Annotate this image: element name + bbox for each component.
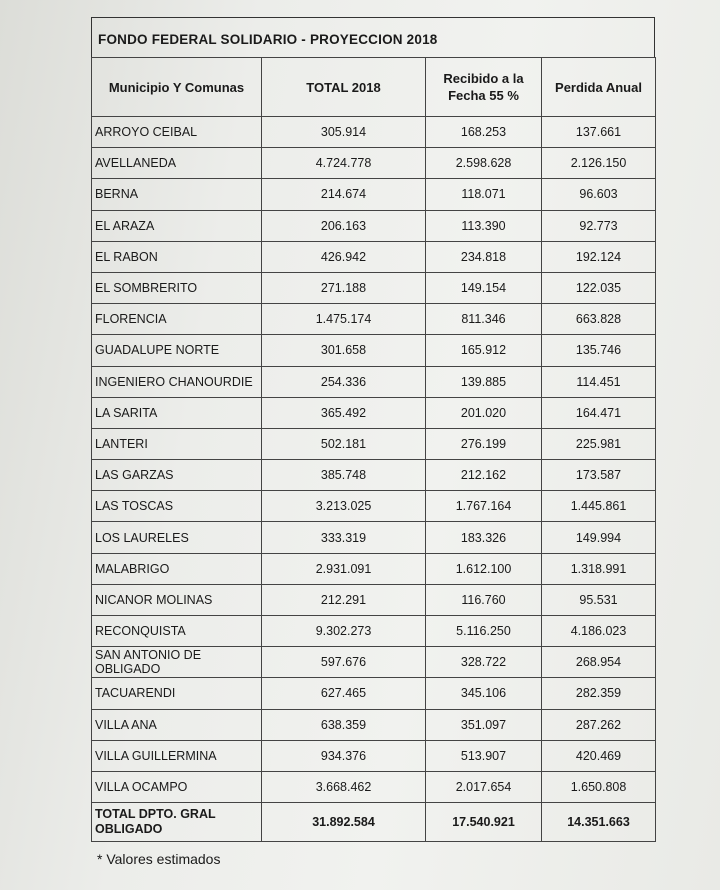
table-row xyxy=(92,272,656,303)
table-row xyxy=(92,117,656,148)
perdida-cell: 420.469 xyxy=(542,740,656,771)
total-cell: 365.492 xyxy=(262,397,426,428)
total-cell: 4.724.778 xyxy=(262,148,426,179)
municipio-cell: FLORENCIA xyxy=(92,304,262,335)
perdida-cell: 95.531 xyxy=(542,584,656,615)
table-row xyxy=(92,616,656,647)
table-row xyxy=(92,584,656,615)
total-cell: 426.942 xyxy=(262,241,426,272)
total-recibido: 17.540.921 xyxy=(426,803,542,842)
recibido-cell: 328.722 xyxy=(426,647,542,678)
table-row xyxy=(92,647,656,678)
table-row xyxy=(92,148,656,179)
table-row xyxy=(92,179,656,210)
total-cell: 9.302.273 xyxy=(262,616,426,647)
perdida-cell: 149.994 xyxy=(542,522,656,553)
perdida-cell: 268.954 xyxy=(542,647,656,678)
perdida-cell: 135.746 xyxy=(542,335,656,366)
perdida-cell: 137.661 xyxy=(542,117,656,148)
total-cell: 254.336 xyxy=(262,366,426,397)
total-cell: 3.213.025 xyxy=(262,491,426,522)
municipio-cell: VILLA ANA xyxy=(92,709,262,740)
table-row xyxy=(92,241,656,272)
total-perdida: 14.351.663 xyxy=(542,803,656,842)
total-cell: 271.188 xyxy=(262,272,426,303)
table-row xyxy=(92,366,656,397)
total-cell: 2.931.091 xyxy=(262,553,426,584)
header-row xyxy=(92,58,656,117)
total-2018: 31.892.584 xyxy=(262,803,426,842)
recibido-cell: 1.612.100 xyxy=(426,553,542,584)
municipio-cell: LAS TOSCAS xyxy=(92,491,262,522)
perdida-cell: 1.318.991 xyxy=(542,553,656,584)
recibido-cell: 351.097 xyxy=(426,709,542,740)
fund-table xyxy=(91,57,656,842)
recibido-cell: 116.760 xyxy=(426,584,542,615)
municipio-cell: ARROYO CEIBAL xyxy=(92,117,262,148)
recibido-cell: 2.017.654 xyxy=(426,771,542,802)
municipio-cell: GUADALUPE NORTE xyxy=(92,335,262,366)
municipio-cell: EL ARAZA xyxy=(92,210,262,241)
header-total: TOTAL 2018 xyxy=(262,58,426,117)
perdida-cell: 225.981 xyxy=(542,428,656,459)
municipio-cell: RECONQUISTA xyxy=(92,616,262,647)
municipio-cell: VILLA OCAMPO xyxy=(92,771,262,802)
table-row xyxy=(92,678,656,709)
perdida-cell: 663.828 xyxy=(542,304,656,335)
perdida-cell: 114.451 xyxy=(542,366,656,397)
total-cell: 305.914 xyxy=(262,117,426,148)
table-row xyxy=(92,709,656,740)
header-recibido-line1: Recibido a la xyxy=(443,71,524,86)
perdida-cell: 122.035 xyxy=(542,272,656,303)
table-row xyxy=(92,491,656,522)
table-row xyxy=(92,771,656,802)
municipio-cell: AVELLANEDA xyxy=(92,148,262,179)
recibido-cell: 1.767.164 xyxy=(426,491,542,522)
perdida-cell: 1.650.808 xyxy=(542,771,656,802)
recibido-cell: 513.907 xyxy=(426,740,542,771)
perdida-cell: 173.587 xyxy=(542,460,656,491)
municipio-cell: BERNA xyxy=(92,179,262,210)
total-cell: 1.475.174 xyxy=(262,304,426,335)
total-cell: 934.376 xyxy=(262,740,426,771)
total-cell: 638.359 xyxy=(262,709,426,740)
municipio-cell: VILLA GUILLERMINA xyxy=(92,740,262,771)
recibido-cell: 345.106 xyxy=(426,678,542,709)
recibido-cell: 168.253 xyxy=(426,117,542,148)
recibido-cell: 201.020 xyxy=(426,397,542,428)
perdida-cell: 1.445.861 xyxy=(542,491,656,522)
total-cell: 385.748 xyxy=(262,460,426,491)
municipio-cell: NICANOR MOLINAS xyxy=(92,584,262,615)
recibido-cell: 113.390 xyxy=(426,210,542,241)
perdida-cell: 164.471 xyxy=(542,397,656,428)
recibido-cell: 5.116.250 xyxy=(426,616,542,647)
recibido-cell: 165.912 xyxy=(426,335,542,366)
table-row xyxy=(92,522,656,553)
perdida-cell: 2.126.150 xyxy=(542,148,656,179)
recibido-cell: 149.154 xyxy=(426,272,542,303)
total-label-line1: TOTAL DPTO. GRAL xyxy=(95,807,216,822)
document xyxy=(91,17,655,842)
perdida-cell: 96.603 xyxy=(542,179,656,210)
municipio-cell: SAN ANTONIO DE OBLIGADO xyxy=(92,647,262,678)
perdida-cell: 282.359 xyxy=(542,678,656,709)
municipio-cell: MALABRIGO xyxy=(92,553,262,584)
municipio-cell: LAS GARZAS xyxy=(92,460,262,491)
header-recibido-line2: Fecha 55 % xyxy=(448,88,519,103)
total-cell: 301.658 xyxy=(262,335,426,366)
total-cell: 214.674 xyxy=(262,179,426,210)
total-cell: 627.465 xyxy=(262,678,426,709)
total-label-line2: OBLIGADO xyxy=(95,822,163,837)
recibido-cell: 2.598.628 xyxy=(426,148,542,179)
table-row xyxy=(92,335,656,366)
table-row xyxy=(92,553,656,584)
recibido-cell: 118.071 xyxy=(426,179,542,210)
municipio-cell: INGENIERO CHANOURDIE xyxy=(92,366,262,397)
recibido-cell: 234.818 xyxy=(426,241,542,272)
table-row xyxy=(92,397,656,428)
recibido-cell: 183.326 xyxy=(426,522,542,553)
recibido-cell: 139.885 xyxy=(426,366,542,397)
total-cell: 212.291 xyxy=(262,584,426,615)
footnote: * Valores estimados xyxy=(97,851,221,867)
table-row xyxy=(92,210,656,241)
municipio-cell: LA SARITA xyxy=(92,397,262,428)
total-label xyxy=(92,803,262,842)
recibido-cell: 811.346 xyxy=(426,304,542,335)
total-cell: 333.319 xyxy=(262,522,426,553)
header-municipio: Municipio Y Comunas xyxy=(92,58,262,117)
total-cell: 3.668.462 xyxy=(262,771,426,802)
perdida-cell: 287.262 xyxy=(542,709,656,740)
header-perdida: Perdida Anual xyxy=(542,58,656,117)
perdida-cell: 192.124 xyxy=(542,241,656,272)
municipio-cell: LOS LAURELES xyxy=(92,522,262,553)
perdida-cell: 4.186.023 xyxy=(542,616,656,647)
total-cell: 206.163 xyxy=(262,210,426,241)
document-title: FONDO FEDERAL SOLIDARIO - PROYECCION 2018 xyxy=(91,17,655,57)
total-cell: 502.181 xyxy=(262,428,426,459)
recibido-cell: 212.162 xyxy=(426,460,542,491)
table-row xyxy=(92,460,656,491)
perdida-cell: 92.773 xyxy=(542,210,656,241)
municipio-cell: EL RABON xyxy=(92,241,262,272)
total-row xyxy=(92,803,656,842)
municipio-cell: TACUARENDI xyxy=(92,678,262,709)
header-recibido xyxy=(426,58,542,117)
table-body xyxy=(92,117,656,803)
municipio-cell: EL SOMBRERITO xyxy=(92,272,262,303)
total-cell: 597.676 xyxy=(262,647,426,678)
table-row xyxy=(92,428,656,459)
municipio-cell: LANTERI xyxy=(92,428,262,459)
table-row xyxy=(92,740,656,771)
recibido-cell: 276.199 xyxy=(426,428,542,459)
table-row xyxy=(92,304,656,335)
